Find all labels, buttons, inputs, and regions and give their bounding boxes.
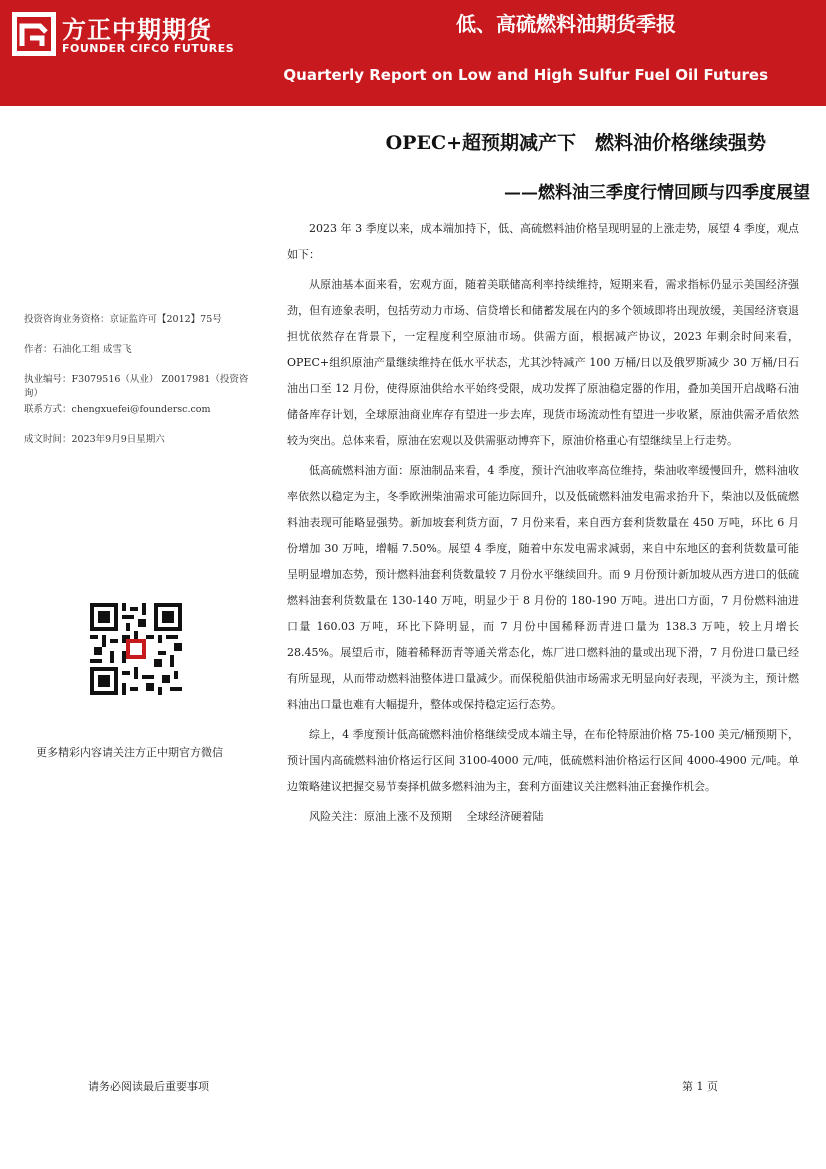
- paragraph-summary: 综上，4 季度预计低高硫燃料油价格继续受成本端主导，在布伦特原油价格 75-100 美元/桶预期下，预计国内高硫燃料油价格运行区间 3100-4000 元/吨，低硫燃料油价格运行区间 4000-4900 元/吨。单边策略建议把握交易节奏择机做多燃料油为主，套利方面建议关注燃料油正套操作机会。: [287, 728, 799, 793]
- report-body: [287, 216, 799, 834]
- main-title: OPEC+超预期减产下 燃料油价格继续强势: [385, 132, 766, 154]
- author-info: 作者：石油化工组 成雪飞: [24, 344, 132, 355]
- logo-text-en: FOUNDER CIFCO FUTURES: [62, 42, 235, 55]
- wechat-follow-note: 更多精彩内容请关注方正中期官方微信: [36, 746, 223, 759]
- license-info: 投资咨询业务资格：京证监许可【2012】75号: [24, 314, 222, 325]
- paragraph-intro: 2023 年 3 季度以来，成本端加持下，低、高硫燃料油价格呈现明显的上涨走势，展望 4 季度，观点如下：: [287, 222, 799, 261]
- author-info-sidebar: [24, 313, 254, 463]
- qr-code-icon: [90, 603, 182, 695]
- paragraph-risk: 风险关注：原油上涨不及预期 全球经济硬着陆: [309, 810, 544, 823]
- report-header: [0, 0, 826, 106]
- logo-text-cn: 方正中期期货: [62, 16, 212, 44]
- founder-logo-icon: [12, 12, 56, 56]
- cert-info: 执业编号：F3079516（从业） Z0017981（投资咨询）: [24, 374, 249, 399]
- date-info: 成文时间：2023年9月9日星期六: [24, 434, 165, 445]
- contact-info: 联系方式：chengxuefei@foundersc.com: [24, 404, 211, 415]
- footer-notice: 请务必阅读最后重要事项: [88, 1080, 209, 1093]
- paragraph-fuel-oil: 低高硫燃料油方面：原油制品来看，4 季度，预计汽油收率高位维持，柴油收率缓慢回升，燃料油收率依然以稳定为主，冬季欧洲柴油需求可能边际回升，以及低硫燃料油发电需求抬升下，柴油以及低硫燃料油表现可能略显强势。新加坡套利货方面，7 月份来看，来自西方套利货数量在 450 万吨，环比 6 月份增加 30 万吨，增幅 7.50%。展望 4 季度，随着中东发电需求减弱，来自中东地区的套利货数量可能呈明显增加态势，预计燃料油套利货数量较 7 月份水平继续回升。而 9 月份预计新加坡从西方进口的低硫燃料油套利货数量在 130-140 万吨，明显少于 8 月份的 180-190 万吨。进出口方面，7 月份燃料油进口量 160.03 万吨，环比下降明显，而 7 月份中国稀释沥青进口量为 138.3 万吨，较上月增长 28.45%。展望后市，随着稀释沥青等通关常态化，炼厂进口燃料油的量或出现下滑，7 月份进口量已经有所显现，从而带动燃料油整体进口量减少。而保税船供油市场需求无明显向好表现，平淡为主，预计燃料油出口量也难有大幅提升，整体或保持稳定运行态势。: [287, 464, 799, 711]
- report-title-en: Quarterly Report on Low and High Sulfur Fuel Oil Futures: [283, 66, 768, 84]
- paragraph-crude-oil: 从原油基本面来看，宏观方面，随着美联储高利率持续维持，短期来看，需求指标仍显示美国经济强劲，但有迹象表明，包括劳动力市场、信贷增长和储蓄发展在内的多个领域即将出现放缓，美国经济衰退担忧依然存在背景下，一定程度利空原油市场。供需方面，根据减产协议，2023 年剩余时间来看，OPEC+组织原油产量继续维持在低水平状态，尤其沙特减产 100 万桶/日以及俄罗斯减少 30 万桶/日石油出口至 12 月份，使得原油供给水平始终受限，成功发挥了原油稳定器的作用，叠加美国开启战略石油储备库存计划，全球原油商业库存有望进一步去库，现货市场流动性有望进一步收紧，原油供需矛盾依然较为突出。总体来看，原油在宏观以及供需驱动博弈下，原油价格重心有望继续呈上行走势。: [287, 278, 799, 447]
- page-number: 第 1 页: [682, 1080, 718, 1093]
- report-title-cn: 低、高硫燃料油期货季报: [456, 12, 676, 36]
- sub-title: ——燃料油三季度行情回顾与四季度展望: [504, 183, 810, 203]
